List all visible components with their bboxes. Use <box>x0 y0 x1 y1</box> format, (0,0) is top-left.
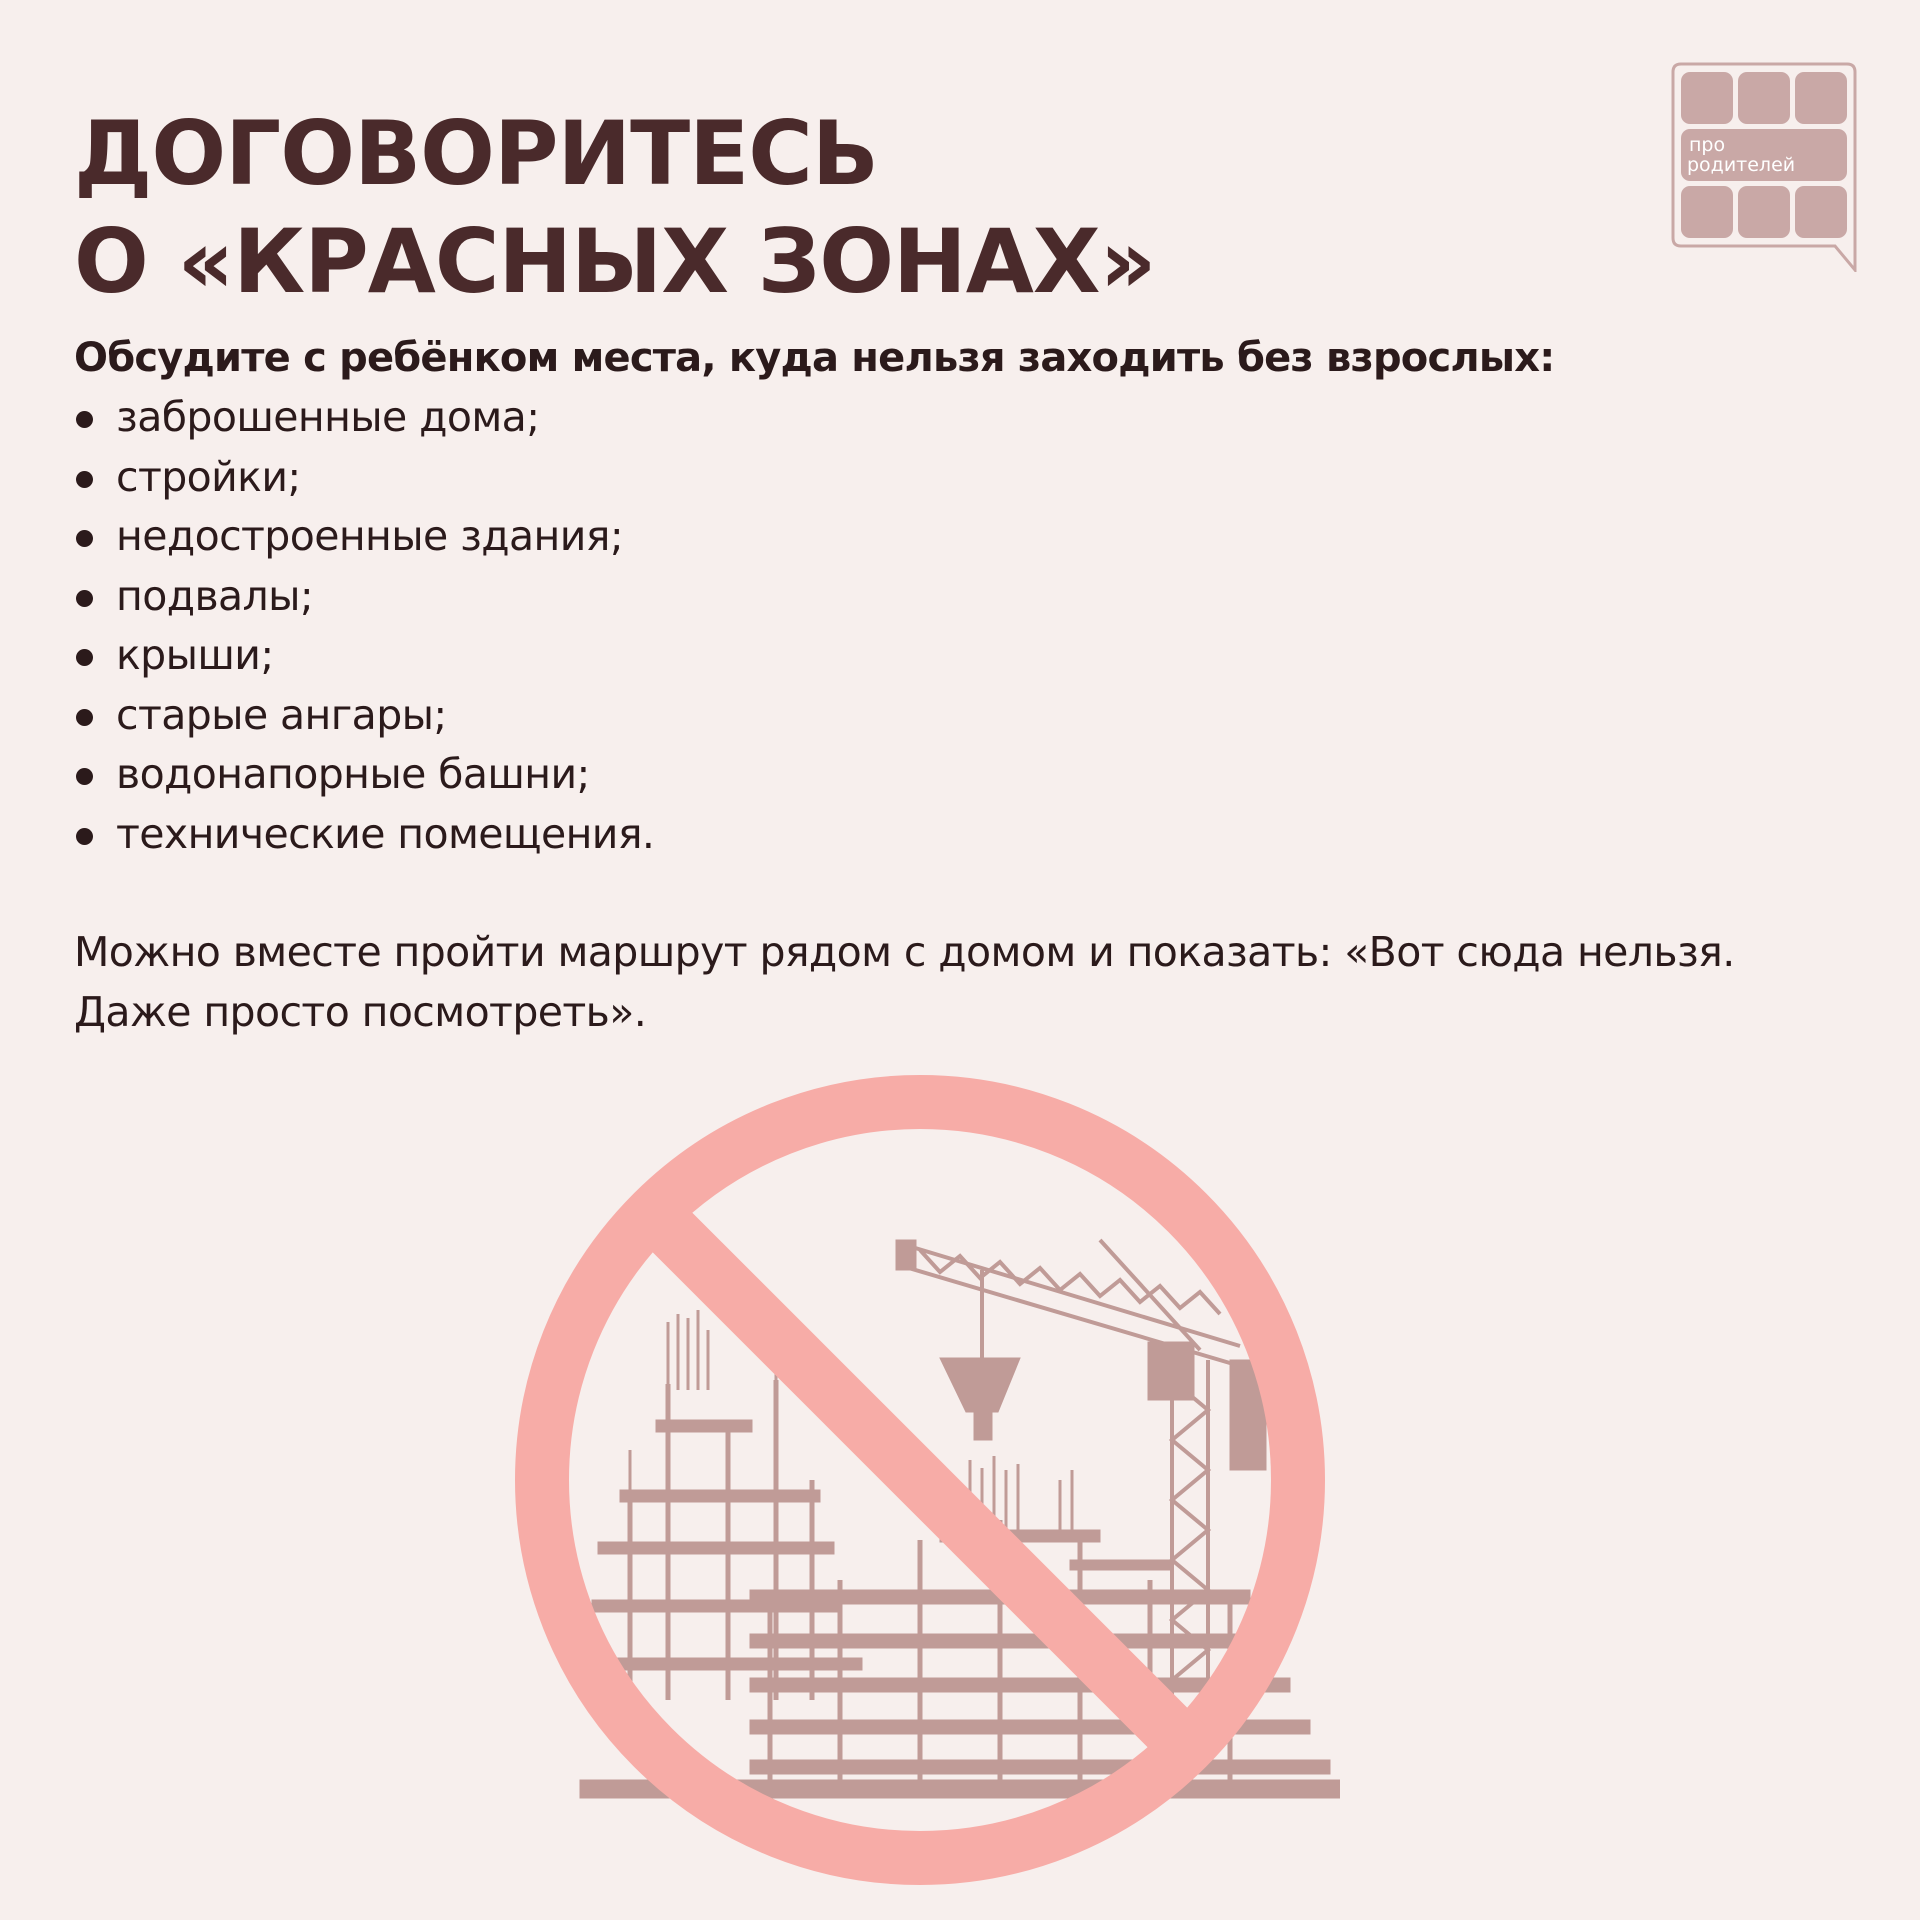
bullet-icon <box>76 649 93 666</box>
list-item-label: заброшенные дома; <box>116 393 540 441</box>
no-entry-construction-site-icon <box>500 1060 1340 1900</box>
list-item-label: водонапорные башни; <box>116 750 590 798</box>
list-item <box>74 745 654 805</box>
page-title <box>74 100 1156 316</box>
list-item <box>74 388 654 448</box>
bullet-icon <box>76 411 93 428</box>
logo-text-line-1: про <box>1689 134 1726 156</box>
logo-text-line-2: родителей <box>1687 154 1796 176</box>
title-line-2: О «КРАСНЫХ ЗОНАХ» <box>74 210 1156 313</box>
list-item-label: стройки; <box>116 452 301 501</box>
bullet-icon <box>76 828 93 845</box>
intro-text: Обсудите с ребёнком места, куда нельзя заходить без взрослых: <box>74 335 1555 381</box>
speech-bubble-grid-logo-icon <box>1671 62 1857 272</box>
bullet-icon <box>76 471 93 488</box>
list-item-label: крыши; <box>116 631 274 679</box>
bullet-icon <box>76 768 93 785</box>
list-item <box>74 805 654 865</box>
bullet-icon <box>76 530 93 547</box>
list-item-label: старые ангары; <box>116 690 447 739</box>
list-item <box>74 507 654 567</box>
pro-roditeley-logo <box>1671 62 1857 272</box>
list-item-label: подвалы; <box>116 571 314 620</box>
title-line-1: ДОГОВОРИТЕСЬ <box>74 102 878 205</box>
no-entry-illustration <box>500 1060 1340 1900</box>
bullet-icon <box>76 590 93 607</box>
list-item-label: технические помещения. <box>116 809 655 858</box>
list-item <box>74 448 654 508</box>
list-item <box>74 567 654 627</box>
bullet-icon <box>76 709 93 726</box>
list-item <box>74 686 654 746</box>
route-note: Можно вместе пройти маршрут рядом с домом и показать: «Вот сюда нельзя. Даже просто посмотреть». <box>74 928 1735 1036</box>
list-item-label: недостроенные здания; <box>116 512 624 560</box>
red-zones-list <box>74 388 654 864</box>
list-item <box>74 626 654 686</box>
